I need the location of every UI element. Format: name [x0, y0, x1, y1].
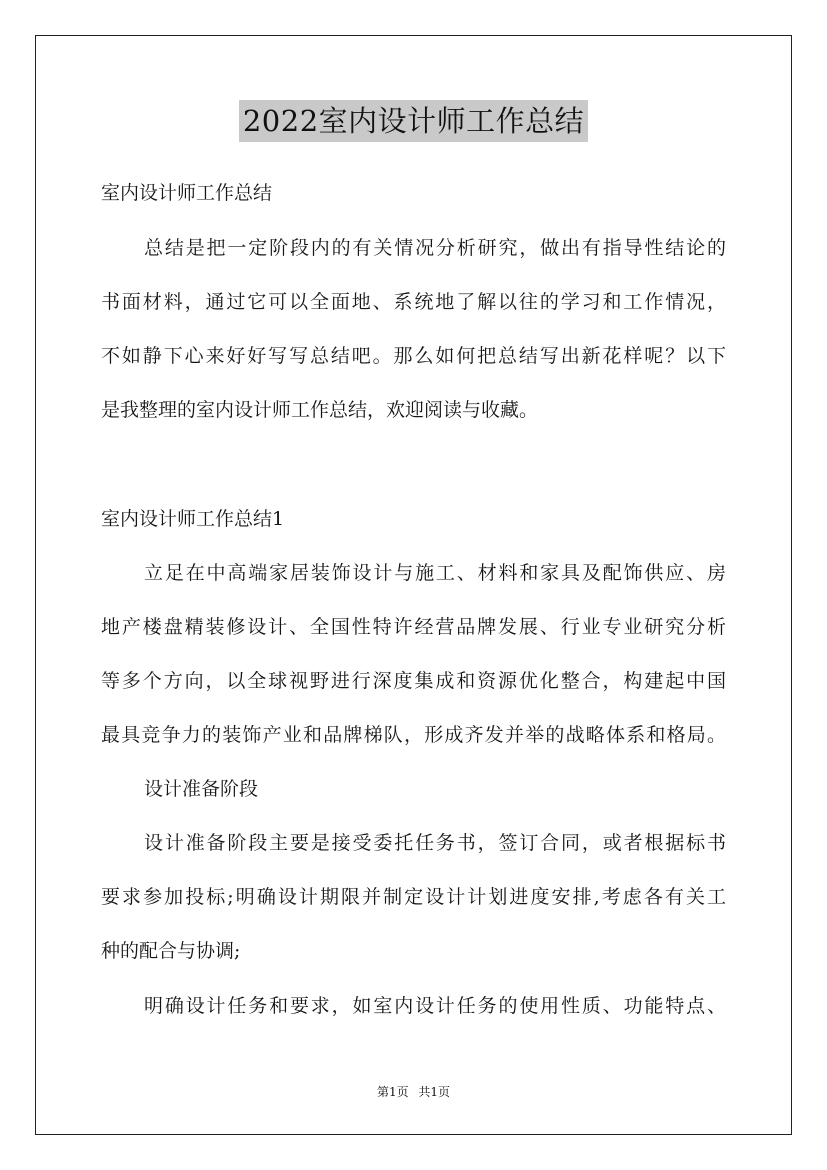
section1-heading: 室内设计师工作总结1 [101, 508, 285, 530]
last-line: 明确设计任务和要求，如室内设计任务的使用性质、功能特点、 [144, 995, 726, 1017]
prep-line-1: 设计准备阶段主要是接受委托任务书，签订合同，或者根据标书 [144, 832, 726, 854]
page-footer [0, 1083, 827, 1100]
title-wrap [0, 100, 827, 142]
section1-line-1: 立足在中高端家居装饰设计与施工、材料和家具及配饰供应、房 [144, 562, 726, 584]
prep-line-3: 种的配合与协调; [101, 940, 241, 962]
intro-line-1: 总结是把一定阶段内的有关情况分析研究，做出有指导性结论的 [144, 237, 726, 259]
prep-line-2: 要求参加投标;明确设计期限并制定设计计划进度安排,考虑各有关工 [101, 886, 726, 908]
document-title: 2022室内设计师工作总结 [239, 100, 588, 142]
section1-line-2: 地产楼盘精装修设计、全国性特许经营品牌发展、行业专业研究分析 [101, 616, 726, 638]
section1-line-3: 等多个方向，以全球视野进行深度集成和资源优化整合，构建起中国 [101, 670, 726, 692]
page-total: 共1页 [418, 1085, 451, 1099]
subheading-prep: 设计准备阶段 [144, 778, 259, 800]
section1-line-4: 最具竞争力的装饰产业和品牌梯队，形成齐发并举的战略体系和格局。 [101, 724, 726, 746]
intro-line-3: 不如静下心来好好写写总结吧。那么如何把总结写出新花样呢？以下 [101, 345, 726, 367]
page-number: 第1页 [376, 1085, 409, 1099]
intro-line-2: 书面材料，通过它可以全面地、系统地了解以往的学习和工作情况， [101, 291, 726, 313]
intro-line-4: 是我整理的室内设计师工作总结，欢迎阅读与收藏。 [101, 399, 539, 421]
subtitle: 室内设计师工作总结 [101, 182, 273, 204]
